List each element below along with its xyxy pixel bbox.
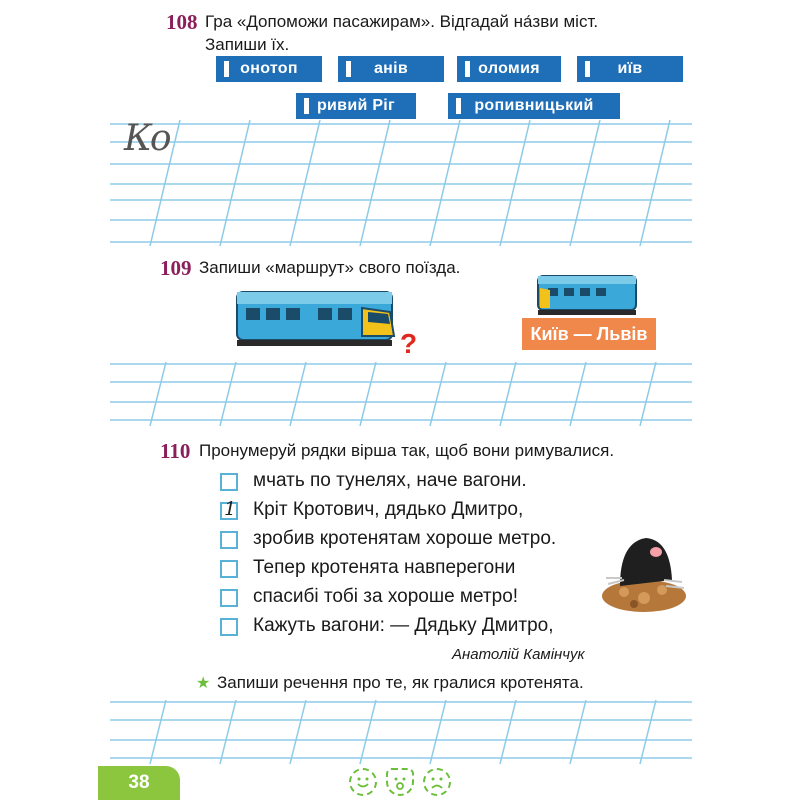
- line-number-box[interactable]: [220, 589, 238, 607]
- poem-line: Тепер кротенята навперегони: [253, 557, 516, 578]
- question-mark: ?: [400, 328, 418, 359]
- exercise-number-109: 109: [160, 256, 192, 280]
- route-label: Київ — Львів: [522, 318, 656, 350]
- task-108-line2: Запиши їх.: [205, 35, 290, 54]
- poem-line: мчать по тунелях, наче вагони.: [253, 470, 527, 491]
- city-card: анів: [338, 56, 444, 82]
- city-card: ропивницький: [448, 93, 620, 119]
- poem-line: зробив кротенятам хороше метро.: [253, 528, 557, 549]
- city-card: ривий Ріг: [296, 93, 416, 119]
- task-109: Запиши «маршрут» свого поїзда.: [199, 258, 461, 277]
- smiley-sad-icon[interactable]: [423, 768, 451, 796]
- city-card: онотоп: [216, 56, 322, 82]
- writing-lines-109[interactable]: [110, 362, 692, 426]
- task-star: Запиши речення про те, як гралися кротенята.: [217, 673, 584, 692]
- poem-author: Анатолій Камінчук: [452, 646, 585, 663]
- task-108-line1: Гра «Допоможи пасажирам». Відгадай на́зви міст.: [205, 12, 599, 31]
- exercise-number-110: 110: [160, 439, 191, 463]
- star-icon: ★: [196, 675, 211, 692]
- page-number: 38: [98, 766, 180, 800]
- smiley-happy-icon[interactable]: [349, 768, 377, 796]
- poem-line: Кріт Кротович, дядько Дмитро,: [253, 499, 524, 520]
- writing-lines-star[interactable]: [110, 700, 692, 764]
- exercise-number-108: 108: [166, 10, 198, 34]
- line-number-box[interactable]: [220, 473, 238, 491]
- line-number-box[interactable]: [220, 618, 238, 636]
- line-number-box[interactable]: 1: [220, 502, 238, 520]
- task-110: Пронумеруй рядки вірша так, щоб вони римувалися.: [199, 441, 615, 460]
- line-number-box[interactable]: [220, 531, 238, 549]
- city-card: иїв: [577, 56, 683, 82]
- writing-lines-108[interactable]: [110, 120, 692, 246]
- poem-line: Кажуть вагони: — Дядьку Дмитро,: [253, 615, 554, 636]
- train-illustration: [232, 278, 402, 363]
- poem-line: спасибі тобі за хороше метро!: [253, 586, 519, 607]
- handwriting-sample: Ко: [124, 118, 170, 159]
- line-number-box[interactable]: [220, 560, 238, 578]
- mole-illustration: [598, 528, 690, 619]
- city-card: оломия: [457, 56, 561, 82]
- smiley-surprised-icon[interactable]: [386, 768, 414, 796]
